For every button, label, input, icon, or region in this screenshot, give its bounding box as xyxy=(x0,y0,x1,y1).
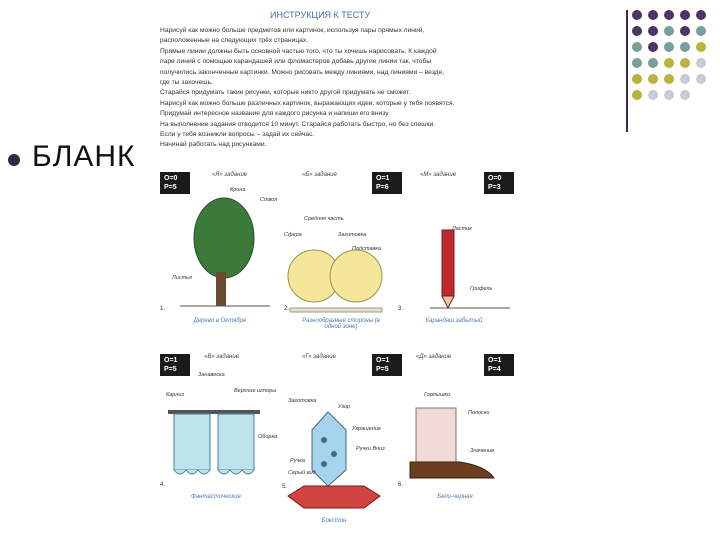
panel-header: «Я» задание xyxy=(212,172,248,178)
label: Оборка xyxy=(258,434,278,440)
tree-drawing xyxy=(180,188,270,314)
score-o: O=0 xyxy=(164,175,178,182)
instruction-line: На выполнение задания отводится 10 минут. Старайся работать быстро, но без спешки. xyxy=(160,120,436,128)
panel-number: 1. xyxy=(160,306,166,312)
label: Полоски xyxy=(468,410,490,416)
instruction-line: Старайся придумать такие рисунки, которые никто другой придумать не сможет. xyxy=(160,89,411,97)
panel-caption: Бело-черная xyxy=(437,494,473,500)
score-box xyxy=(372,172,402,194)
panel-header: «Г» задание xyxy=(302,354,336,360)
label: Ручка xyxy=(290,458,305,464)
score-box xyxy=(160,354,190,376)
label: Карниз xyxy=(166,392,185,398)
label: Ластик xyxy=(452,226,472,232)
score-o: O=1 xyxy=(376,175,390,182)
decorative-vertical-line xyxy=(626,10,628,132)
instruction-line: Придумай интересное название для каждого рисунка и напиши его внизу. xyxy=(160,110,390,118)
label: Занавеска xyxy=(198,372,225,378)
panel-number: 4. xyxy=(160,482,166,488)
instructions xyxy=(160,26,510,151)
label: Узор xyxy=(338,404,351,410)
label: Сфера xyxy=(284,232,302,238)
decorative-dot-grid xyxy=(632,10,720,120)
score-p: P=3 xyxy=(488,184,501,191)
panel-caption: Фантастические xyxy=(191,494,241,500)
score-o: O=1 xyxy=(376,357,390,364)
label: Грифель xyxy=(470,286,493,292)
label: Украшение xyxy=(352,426,381,432)
panel-header: «В» задание xyxy=(204,354,240,360)
panel-caption: Карандаш забытый xyxy=(425,318,483,324)
score-o: O=1 xyxy=(488,357,502,364)
instruction-line: Нарисуй как можно больше различных картинок, выражающих идеи, которые у тебя появятся. xyxy=(160,99,455,107)
panel-caption: Разнообразные стороны (в одной зоне) xyxy=(302,318,380,330)
score-p: P=5 xyxy=(164,366,177,373)
panel-number: 2. xyxy=(284,306,290,312)
score-p: P=5 xyxy=(164,184,177,191)
bullet-icon xyxy=(8,154,20,166)
instruction-line: Если у тебя возникли вопросы – задай их сейчас. xyxy=(160,131,315,139)
label: Подставка xyxy=(352,246,381,252)
panel-header: «Д» задание xyxy=(416,354,452,360)
label: Заготовка xyxy=(288,398,317,404)
instruction-line: паре линий с помощью карандашей или фломастеров добавь другие линии так, чтобы xyxy=(160,58,432,66)
label: Крона xyxy=(230,187,246,193)
instruction-line: где ты захочешь. xyxy=(160,79,213,87)
label: Ствол xyxy=(260,197,278,203)
instruction-line: Прямые линии должны быть основной частью того, что ты хочешь нарисовать. К каждой xyxy=(160,47,437,55)
bullet-label: БЛАНК xyxy=(32,140,136,173)
panel-caption: Дерево в Октябре xyxy=(193,318,247,324)
label: Ручки Вниз xyxy=(356,446,385,452)
instruction-line: расположенные на следующих трёх страницах. xyxy=(160,37,309,45)
label: Значение xyxy=(470,448,495,454)
score-o: O=1 xyxy=(164,357,178,364)
instruction-line: Нарисуй как можно больше предметов или картинок, используя пары прямых линий, xyxy=(160,27,425,34)
instruction-line: получились законченные картинки. Можно рисовать между линиями, над линиями – везде, xyxy=(160,68,445,76)
instruction-line: Начинай работать над рисунками. xyxy=(160,141,267,149)
score-p: P=6 xyxy=(376,184,389,191)
panel-number: 5. xyxy=(282,484,288,490)
score-o: O=0 xyxy=(488,175,502,182)
label: Горлышко xyxy=(424,392,451,398)
boot-drawing xyxy=(396,404,500,490)
label: Заготовка xyxy=(338,232,367,238)
label: Серый вид xyxy=(288,470,316,476)
curtains-drawing xyxy=(168,406,260,482)
score-p: P=5 xyxy=(376,366,389,373)
score-box xyxy=(372,354,402,376)
pencil-drawing xyxy=(430,226,510,312)
score-box xyxy=(484,354,514,376)
label: Верхние шторы xyxy=(234,388,277,394)
worksheet-title: ИНСТРУКЦИЯ К ТЕСТУ xyxy=(270,10,371,20)
score-box xyxy=(484,172,514,194)
panel-number: 3. xyxy=(398,306,404,312)
label: Листья xyxy=(172,275,192,281)
panel-header: «Б» задание xyxy=(302,172,337,178)
label: Средняя часть xyxy=(304,216,344,222)
panel-header: «М» задание xyxy=(420,172,457,178)
panel-caption: Бокстин xyxy=(321,518,347,524)
score-p: P=4 xyxy=(488,366,501,373)
panel-number: 6. xyxy=(398,482,404,488)
